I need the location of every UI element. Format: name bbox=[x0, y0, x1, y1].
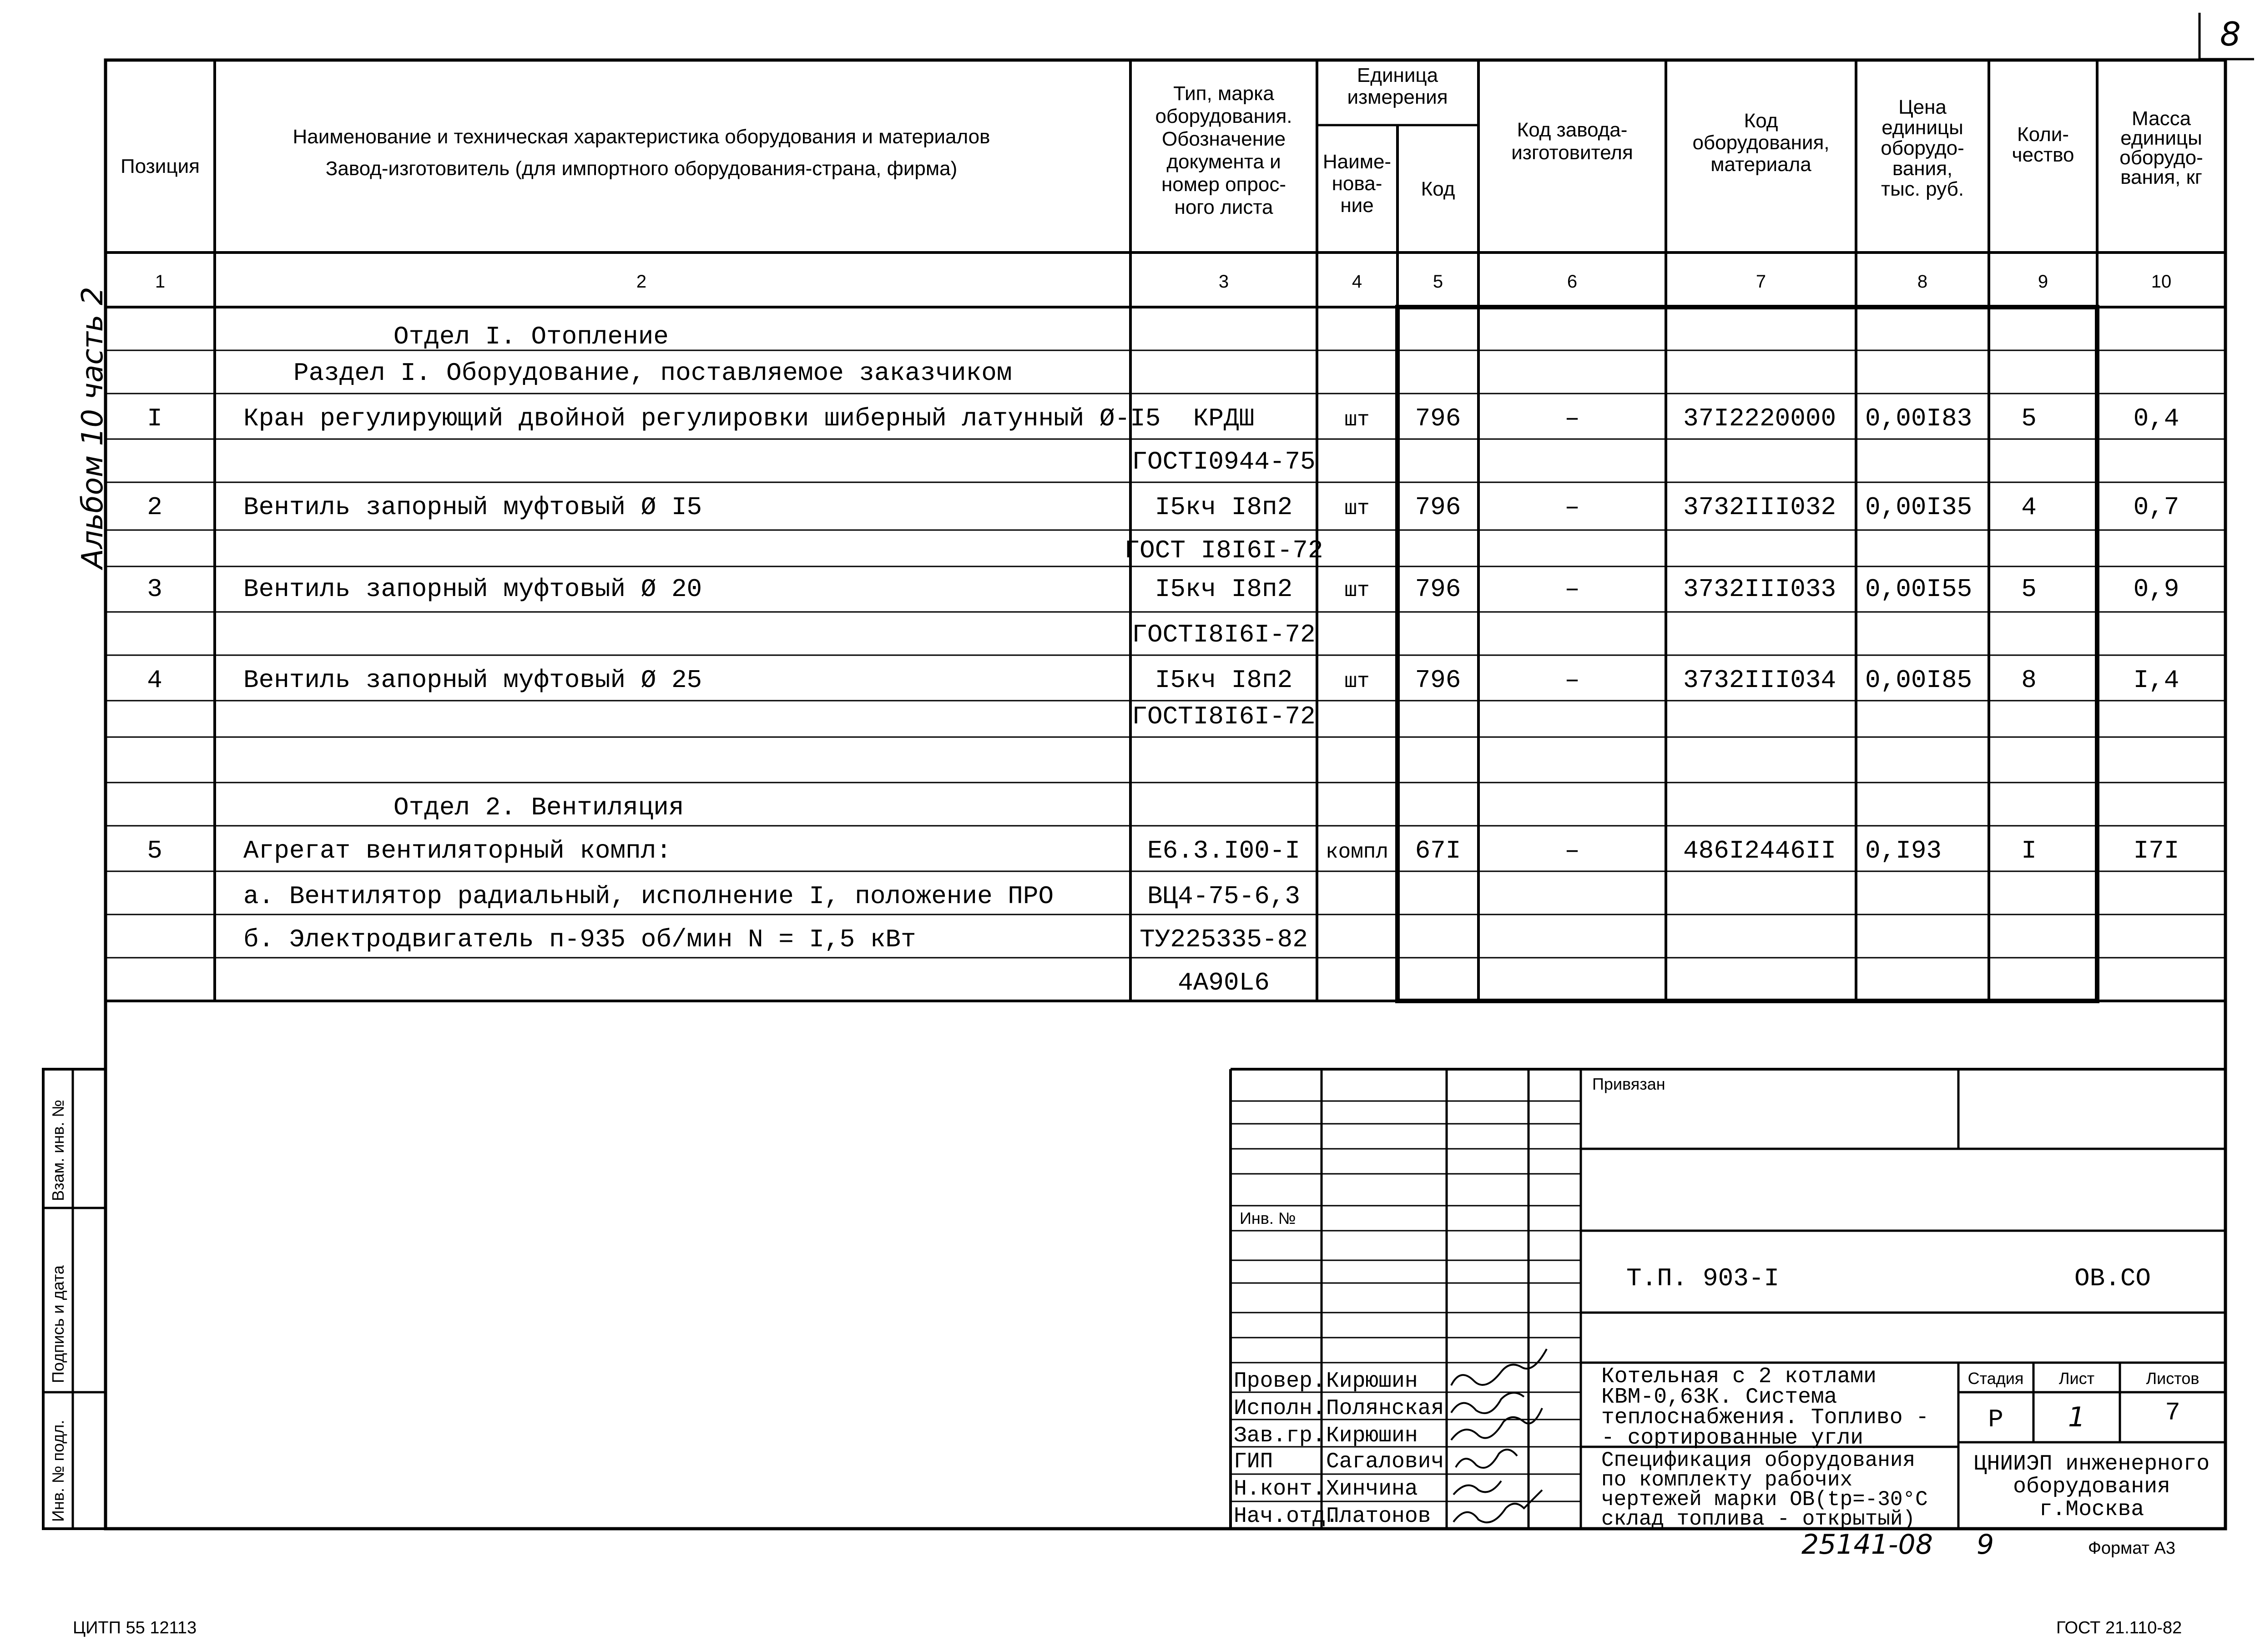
sheet-number-box bbox=[2199, 13, 2254, 59]
cell-qty: 5 bbox=[2021, 404, 2037, 433]
cell-pos: 5 bbox=[147, 836, 162, 865]
cell-pos: 2 bbox=[147, 493, 162, 522]
header-unit-name-l3: ние bbox=[1340, 194, 1374, 217]
tb-title-l3: теплоснабжения. Топливо - bbox=[1601, 1405, 1929, 1430]
cell-name: Вентиль запорный муфтовый Ø I5 bbox=[243, 493, 702, 522]
cell-unit: шт bbox=[1344, 579, 1370, 602]
header-mfr-l2: изготовителя bbox=[1511, 141, 1633, 164]
cell-name: Кран регулирующий двойной регулировки шиберный латунный Ø-I5 bbox=[243, 404, 1161, 433]
tb-code: ОВ.СО bbox=[2074, 1264, 2151, 1293]
col-num: 8 bbox=[1917, 272, 1928, 292]
header-eq-l1: Код bbox=[1744, 110, 1778, 132]
cell-mass: 0,4 bbox=[2133, 404, 2179, 433]
header-mass-l2: единицы bbox=[2120, 127, 2202, 149]
sheet-number: 8 bbox=[2220, 15, 2241, 53]
tb-org-l1: ЦНИИЭП инженерного bbox=[1973, 1452, 2210, 1476]
cell-price: 0,00I83 bbox=[1865, 404, 1972, 433]
stamp-right: ГОСТ 21.110-82 bbox=[2056, 1618, 2182, 1637]
cell-type: ТУ225335-82 bbox=[1140, 925, 1308, 954]
tb-org-l2: оборудования bbox=[2013, 1475, 2170, 1499]
cell-name: Отдел I. Отопление bbox=[393, 322, 669, 351]
header-type-l6: ного листа bbox=[1174, 196, 1273, 218]
tb-sheet: 1 bbox=[2068, 1401, 2086, 1433]
album-note: Альбом 10 часть 2 bbox=[76, 287, 110, 569]
cell-pos: 4 bbox=[147, 666, 162, 695]
header-type-l4: документа и bbox=[1166, 151, 1281, 173]
cell-type: Е6.3.I00-I bbox=[1147, 836, 1301, 865]
cell-mfr: – bbox=[1564, 404, 1580, 433]
tb-stage-label: Стадия bbox=[1967, 1369, 2024, 1388]
tb-title-l1: Котельная с 2 котлами bbox=[1601, 1364, 1877, 1389]
cell-mass: I7I bbox=[2133, 836, 2179, 865]
cell-code: 796 bbox=[1415, 493, 1461, 522]
header-price-l2: единицы bbox=[1882, 116, 1963, 139]
cell-name: Вентиль запорный муфтовый Ø 25 bbox=[243, 666, 702, 695]
doc-sheet: 9 bbox=[1977, 1529, 1994, 1561]
header-qty-l1: Коли- bbox=[2017, 123, 2069, 146]
cell-name: Отдел 2. Вентиляция bbox=[393, 793, 684, 822]
tb-stage-labels bbox=[1968, 1369, 2199, 1388]
tb-person: Кирюшин bbox=[1326, 1424, 1418, 1448]
format-label: Формат А3 bbox=[2088, 1539, 2176, 1558]
tb-org-l3: г.Москва bbox=[2039, 1497, 2144, 1522]
header-price-l1: Цена bbox=[1898, 96, 1947, 118]
cell-name: Агрегат вентиляторный компл: bbox=[243, 836, 671, 865]
tb-sheet-title-l3: чертежей марки ОВ(tр=-30°С bbox=[1601, 1488, 1928, 1511]
col-num: 10 bbox=[2151, 272, 2172, 292]
tb-stage: Р bbox=[1988, 1405, 2003, 1434]
cell-mfr: – bbox=[1564, 836, 1580, 865]
cell-type: ГОСТI8I6I-72 bbox=[1132, 702, 1316, 731]
cell-name: Раздел I. Оборудование, поставляемое заказчиком bbox=[293, 359, 1012, 388]
tb-sheets: 7 bbox=[2165, 1398, 2180, 1427]
cell-type: КРДШ bbox=[1193, 404, 1255, 433]
header-eq-l3: материала bbox=[1710, 153, 1811, 176]
cell-type: I5кч I8п2 bbox=[1155, 575, 1293, 604]
cell-type: ГОСТ I8I6I-72 bbox=[1124, 536, 1323, 565]
cell-mass: 0,9 bbox=[2133, 575, 2179, 604]
header-price-l5: тыс. руб. bbox=[1881, 178, 1964, 200]
header-unit-l1: Единица bbox=[1357, 64, 1438, 86]
tb-sheet-title-l4: склад топлива - открытый) bbox=[1601, 1507, 1916, 1531]
doc-number: 25141-08 bbox=[1801, 1529, 1933, 1561]
stamp-left: ЦИТП 55 12113 bbox=[73, 1618, 197, 1637]
header-price-l4: вания, bbox=[1892, 157, 1953, 180]
cell-price: 0,I93 bbox=[1865, 836, 1942, 865]
header-mfr-l1: Код завода- bbox=[1517, 119, 1628, 141]
tb-role: Исполн. bbox=[1234, 1396, 1326, 1421]
header-price-l3: оборудо- bbox=[1881, 137, 1964, 159]
stamp-inv-podl: Инв. № подл. bbox=[49, 1420, 67, 1522]
cell-qty: I bbox=[2021, 836, 2037, 865]
cell-type: I5кч I8п2 bbox=[1155, 666, 1293, 695]
stamp-sign-date: Подпись и дата bbox=[49, 1265, 67, 1383]
tb-sheet-label: Лист bbox=[2058, 1369, 2095, 1388]
cell-mfr: – bbox=[1564, 666, 1580, 695]
header-name-line1: Наименование и техническая характеристика оборудования и материалов bbox=[293, 126, 990, 148]
header-mass-l3: оборудо- bbox=[2119, 147, 2203, 169]
cell-type: 4А90L6 bbox=[1178, 968, 1270, 997]
cell-eq: 3732III032 bbox=[1683, 493, 1836, 522]
tb-title bbox=[1601, 1364, 1929, 1450]
tb-role: Зав.гр. bbox=[1234, 1424, 1326, 1448]
cell-code: 796 bbox=[1415, 404, 1461, 433]
cell-eq: 37I2220000 bbox=[1683, 404, 1836, 433]
tb-role: ГИП bbox=[1234, 1450, 1273, 1474]
header-type-l1: Тип, марка bbox=[1173, 82, 1274, 105]
tb-sheet-title-l2: по комплекту рабочих bbox=[1601, 1468, 1853, 1492]
cell-qty: 4 bbox=[2021, 493, 2037, 522]
header-mass-l4: вания, кг bbox=[2120, 166, 2202, 188]
tb-person: Полянская bbox=[1326, 1396, 1444, 1421]
header-type-l5: номер опрос- bbox=[1161, 173, 1286, 196]
tb-person: Хинчина bbox=[1326, 1477, 1418, 1501]
cell-mass: I,4 bbox=[2133, 666, 2179, 695]
cell-type: ГОСТI8I6I-72 bbox=[1132, 620, 1316, 649]
cell-unit: компл bbox=[1325, 840, 1389, 864]
col-num: 9 bbox=[2038, 272, 2048, 292]
header-unit-name-l1: Наиме- bbox=[1322, 151, 1392, 173]
header-type-l3: Обозначение bbox=[1161, 128, 1286, 150]
cell-eq: 486I2446II bbox=[1683, 836, 1836, 865]
cell-mass: 0,7 bbox=[2133, 493, 2179, 522]
cell-price: 0,00I35 bbox=[1865, 493, 1972, 522]
table-body bbox=[147, 322, 2179, 997]
cell-type: ГОСТI0944-75 bbox=[1132, 447, 1316, 476]
tb-org bbox=[1974, 1452, 2210, 1522]
header-unit-l2: измерения bbox=[1347, 86, 1448, 108]
cell-qty: 5 bbox=[2021, 575, 2037, 604]
tb-role: Провер. bbox=[1234, 1369, 1326, 1394]
cell-name: а. Вентилятор радиальный, исполнение I, положение ПРО bbox=[243, 882, 1054, 911]
col-num: 3 bbox=[1218, 272, 1229, 292]
col-num: 4 bbox=[1352, 272, 1362, 292]
header-unit-name-l2: нова- bbox=[1332, 172, 1382, 195]
cell-code: 67I bbox=[1415, 836, 1461, 865]
tb-person: Платонов bbox=[1326, 1504, 1431, 1529]
tb-sheet-title-l1: Спецификация оборудования bbox=[1601, 1449, 1916, 1472]
cell-qty: 8 bbox=[2021, 666, 2037, 695]
cell-pos: 3 bbox=[147, 575, 162, 604]
cell-name: Вентиль запорный муфтовый Ø 20 bbox=[243, 575, 702, 604]
header-pos: Позиция bbox=[121, 155, 200, 177]
header-unit-code: Код bbox=[1421, 178, 1455, 200]
cell-price: 0,00I85 bbox=[1865, 666, 1972, 695]
col-num: 2 bbox=[636, 272, 647, 292]
tb-title-l4: - сортированные угли bbox=[1601, 1426, 1864, 1450]
tb-person: Сагалович bbox=[1326, 1450, 1444, 1474]
tb-person: Кирюшин bbox=[1326, 1369, 1418, 1394]
col-num: 6 bbox=[1567, 272, 1578, 292]
cell-unit: шт bbox=[1344, 497, 1370, 520]
tb-role: Нач.отд. bbox=[1234, 1504, 1339, 1529]
cell-eq: 3732III034 bbox=[1683, 666, 1836, 695]
cell-code: 796 bbox=[1415, 666, 1461, 695]
tb-inv-no: Инв. № bbox=[1240, 1209, 1296, 1228]
cell-price: 0,00I55 bbox=[1865, 575, 1972, 604]
tb-sheet-title bbox=[1601, 1449, 1928, 1531]
cell-type: I5кч I8п2 bbox=[1155, 493, 1293, 522]
cell-mfr: – bbox=[1564, 575, 1580, 604]
table-header bbox=[121, 64, 2203, 218]
tb-role: Н.конт. bbox=[1234, 1477, 1326, 1501]
cell-name: б. Электродвигатель п-935 об/мин N = I,5 кВт bbox=[243, 925, 916, 954]
stamp-inv-vzam: Взам. инв. № bbox=[49, 1099, 67, 1201]
cell-pos: I bbox=[147, 404, 162, 433]
tb-title-l2: КВМ-0,63К. Система bbox=[1601, 1385, 1837, 1410]
cell-eq: 3732III033 bbox=[1683, 575, 1836, 604]
header-qty-l2: чество bbox=[2012, 144, 2074, 166]
header-mass-l1: Масса bbox=[2131, 107, 2191, 130]
header-name-line2: Завод-изготовитель (для импортного оборудования-страна, фирма) bbox=[325, 157, 958, 180]
tb-project: Т.П. 903-I bbox=[1626, 1264, 1780, 1293]
header-eq-l2: оборудования, bbox=[1692, 131, 1830, 154]
column-numbers bbox=[155, 272, 2171, 292]
col-num: 7 bbox=[1756, 272, 1766, 292]
cell-unit: шт bbox=[1344, 408, 1370, 432]
signatures bbox=[1451, 1349, 1547, 1522]
col-num: 5 bbox=[1433, 272, 1443, 292]
tb-sheets-label: Листов bbox=[2146, 1369, 2199, 1388]
cell-code: 796 bbox=[1415, 575, 1461, 604]
cell-mfr: – bbox=[1564, 493, 1580, 522]
header-type-l2: оборудования. bbox=[1155, 105, 1292, 127]
col-num: 1 bbox=[155, 272, 166, 292]
cell-unit: шт bbox=[1344, 670, 1370, 693]
tb-privyazan: Привязан bbox=[1592, 1075, 1665, 1093]
cell-type: ВЦ4-75-6,3 bbox=[1147, 882, 1301, 911]
tb-roles bbox=[1234, 1369, 1444, 1529]
